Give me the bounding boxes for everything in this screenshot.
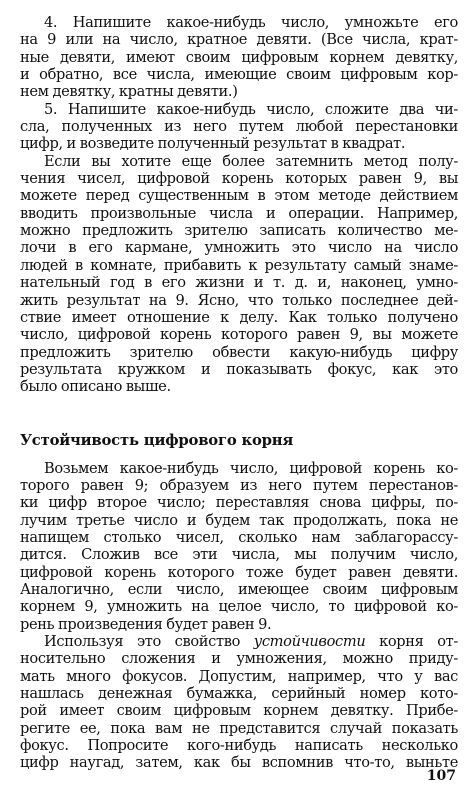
text-line: Возьмем какое-нибудь число, цифровой корень ко- (44, 459, 458, 477)
text-line: предложить зрителю обвести какую-нибудь цифру (20, 343, 458, 361)
text-line: рень произведения будет равен 9. (20, 615, 272, 633)
section-spacer (20, 396, 458, 432)
heading-spacer (20, 450, 458, 460)
text-line: можно предложить зрителю записать количество ме- (20, 222, 458, 240)
text-line: чения чисел, цифровой корень которых равен 9, вы (20, 170, 458, 188)
text-line: цифр, и возведите полученный результат в квадрат. (20, 135, 406, 153)
text-line: 4. Напишите какое-нибудь число, умножьте его (44, 14, 458, 31)
text-line: рой имеет своим цифровым корнем девятку. Прибе- (20, 702, 458, 720)
text-line: на 9 или на число, кратное девяти. (Все числа, крат- (20, 31, 458, 49)
text-line: Аналогично, если число, имеющее своим цифровым (20, 580, 458, 598)
emphasized-term: устойчивости (253, 633, 366, 650)
text-line: лочи в его кармане, умножить это число на число (20, 239, 458, 257)
text-line: ки цифр второе число; переставляя снова цифры, по- (20, 494, 458, 512)
text-line: Если вы хотите еще более затемнить метод полу- (44, 152, 458, 170)
text-line: жить результат на 9. Ясно, что только последнее дей- (20, 291, 458, 309)
text-line: 5. Напишите какое-нибудь число, сложите два чи- (44, 100, 458, 118)
paragraph-item-4 (20, 14, 458, 101)
text-line: дится. Сложив все эти числа, мы получим число, (20, 546, 458, 564)
paragraph-using-stability (20, 633, 458, 772)
text-line: было описано выше. (20, 378, 171, 396)
text-line: нательный год в его жизни и т. д. и, наконец, умно- (20, 274, 458, 292)
text-line: цифр наугад, затем, как бы вспомнив что-то, выньте (20, 754, 458, 772)
text-line: корнем 9, умножить на целое число, то цифровой ко- (20, 598, 458, 616)
text-line: мать много фокусов. Допустим, например, что у вас (20, 667, 458, 685)
text-line: лучим третье число и будем так продолжать, пока не (20, 511, 458, 529)
text-run: Используя это свойство (44, 633, 254, 650)
text-line: цифровой корень которого тоже будет равен девяти. (20, 563, 458, 581)
paragraph-obscure-method (20, 153, 458, 396)
text-line: нашлась денежная бумажка, серийный номер кото- (20, 685, 458, 703)
text-line: и обратно, все числа, имеющие своим цифровым кор- (20, 66, 458, 84)
text-line: ные девяти, имеют своим цифровым корнем девятку, (20, 48, 458, 66)
text-line: регите ее, пока вам не представится случай показать (20, 719, 458, 737)
text-line: напищем столько чисел, сколько нам заблагорассу- (20, 528, 458, 546)
text-line: результата кружком и показывать фокус, как это (20, 360, 458, 378)
text-line: нем девятку, кратны девяти.) (20, 83, 238, 101)
paragraph-item-5 (20, 101, 458, 153)
text-line: можете перед существенным в этом методе действием (20, 187, 458, 205)
section-heading: Устойчивость цифрового корня (20, 431, 294, 449)
text-line: фокус. Попросите кого-нибудь написать несколько (20, 737, 458, 755)
text-line: вводить произвольные числа и операции. Например, (20, 204, 458, 222)
text-line (20, 633, 458, 650)
text-line: торого равен 9; образуем из него путем перестанов- (20, 476, 458, 494)
paragraph-digital-root-stability (20, 460, 458, 633)
text-line: сла, полученных из него путем любой перестановки (20, 118, 458, 136)
book-page (20, 14, 458, 786)
text-run: корня от- (365, 633, 458, 650)
text-line: ствие имеет отношение к делу. Как только получено (20, 308, 458, 326)
text-line: носительно сложения и умножения, можно приду- (20, 650, 458, 668)
text-line: число, цифровой корень которого равен 9, вы можете (20, 326, 458, 344)
page-number: 107 (426, 768, 456, 784)
text-line: людей в комнате, прибавить к результату самый знаме- (20, 256, 458, 274)
